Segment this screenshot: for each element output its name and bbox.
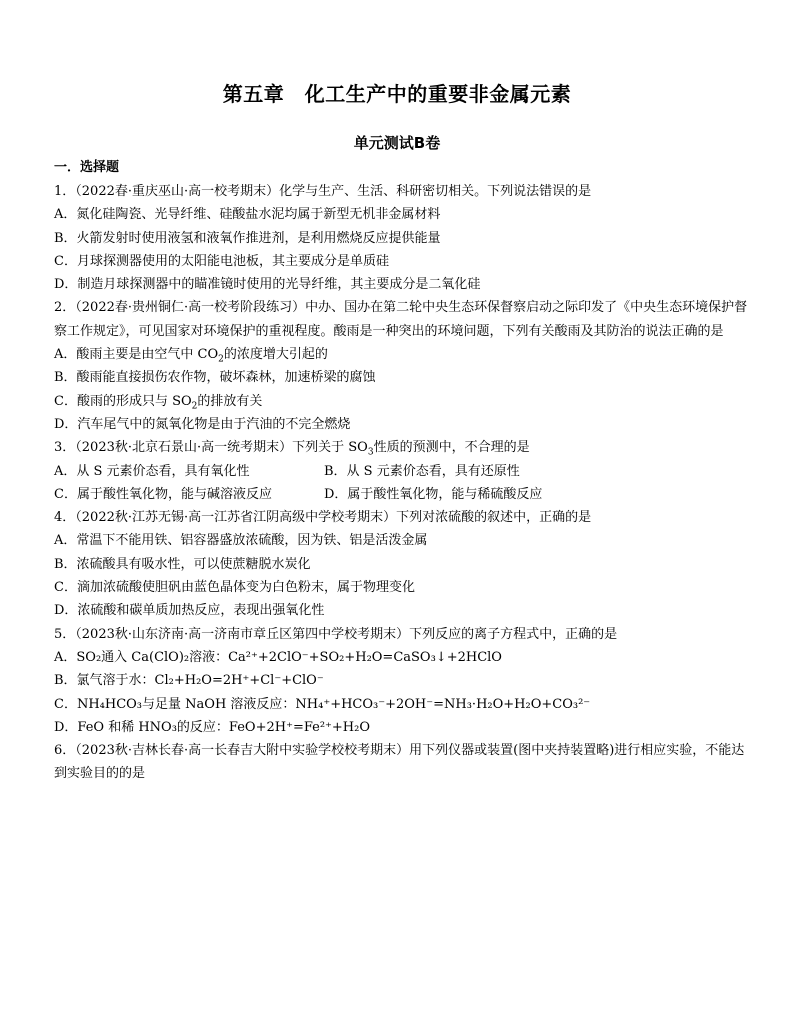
- q2-c-text1: C．酸雨的形成只与 SO: [54, 393, 192, 409]
- q2-c-sub: 2: [191, 401, 198, 412]
- q3-stem-text2: 性质的预测中，不合理的是: [373, 440, 530, 456]
- question-5-stem: 5．（2023秋·山东济南·高一济南市章丘区第四中学校考期末）下列反应的离子方程式中，正确的是: [54, 626, 618, 642]
- question-1-option-d: D．制造月球探测器中的瞄准镜时使用的光导纤维，其主要成分是二氧化硅: [54, 277, 481, 293]
- question-3-options-row-1: [54, 460, 754, 483]
- question-3-stem: [54, 436, 754, 459]
- question-2-option-c: [54, 390, 754, 413]
- question-2-option-b: B．酸雨能直接损伤农作物，破坏森林，加速桥梁的腐蚀: [54, 370, 376, 386]
- question-4-option-a: A．常温下不能用铁、铝容器盛放浓硫酸，因为铁、铝是活泼金属: [54, 533, 428, 549]
- question-3-option-d: D．属于酸性氧化物，能与稀硫酸反应: [324, 486, 543, 502]
- question-3-option-b: B．从 S 元素价态看，具有还原性: [324, 463, 520, 479]
- question-1-option-c: C．月球探测器使用的太阳能电池板，其主要成分是单质硅: [54, 253, 389, 269]
- q2-c-text2: 的排放有关: [197, 393, 263, 409]
- q2-a-sub: 2: [218, 354, 224, 365]
- question-4-option-b: B．浓硫酸具有吸水性，可以使蔗糖脱水炭化: [54, 556, 311, 572]
- question-5-option-c: C．NH₄HCO₃与足量 NaOH 溶液反应：NH₄⁺+HCO₃⁻+2OH⁻=NH₃·H₂O+H₂O+CO₃²⁻: [54, 696, 591, 712]
- question-3-options-row-2: [54, 483, 754, 506]
- question-5-option-a: A．SO₂通入 Ca(ClO)₂溶液：Ca²⁺+2ClO⁻+SO₂+H₂O=CaSO₃↓+2HClO: [54, 649, 502, 665]
- question-4-option-c: C．滴加浓硫酸使胆矾由蓝色晶体变为白色粉末，属于物理变化: [54, 580, 415, 596]
- test-subtitle: 单元测试B卷: [353, 134, 441, 152]
- question-1-option-a: A．氮化硅陶瓷、光导纤维、硅酸盐水泥均属于新型无机非金属材料: [54, 207, 441, 223]
- question-5-option-b: B．氯气溶于水：Cl₂+H₂O=2H⁺+Cl⁻+ClO⁻: [54, 673, 324, 689]
- question-2-option-d: D．汽车尾气中的氮氧化物是由于汽油的不完全燃烧: [54, 416, 351, 432]
- question-6-stem: 6．（2023秋·吉林长春·高一长春吉大附中实验学校校考期末）用下列仪器或装置(图中夹持装置略)进行相应实验，不能达到实验目的的是: [54, 743, 745, 782]
- q3-stem-sub: 3: [367, 447, 374, 458]
- question-2-stem: 2．（2022春·贵州铜仁·高一校考阶段练习）中办、国办在第二轮中央生态环保督察启动之际印发了《中央生态环境保护督察工作规定》，可见国家对环境保护的重视程度。酸雨是一种突出的环境问题，下列有关酸雨及其防治的说法正确的是: [54, 300, 748, 339]
- q2-a-text2: 的浓度增大引起的: [223, 347, 328, 363]
- questions: [54, 180, 754, 786]
- question-3-option-a: A．从 S 元素价态看，具有氧化性: [54, 463, 250, 479]
- question-4-option-d: D．浓硫酸和碳单质加热反应，表现出强氧化性: [54, 603, 325, 619]
- question-1-stem: 1．（2022春·重庆巫山·高一校考期末）化学与生产、生活、科研密切相关。下列说法错误的是: [54, 184, 592, 199]
- question-3-option-c: C．属于酸性氧化物，能与碱溶液反应: [54, 486, 272, 502]
- question-5-option-d: D．FeO 和稀 HNO₃的反应：FeO+2H⁺=Fe²⁺+H₂O: [54, 719, 371, 735]
- section-heading: 一．选择题: [54, 160, 120, 175]
- q3-stem-text1: 3．（2023秋·北京石景山·高一统考期末）下列关于 SO: [54, 440, 368, 456]
- question-4-stem: 4．（2022秋·江苏无锡·高一江苏省江阴高级中学校考期末）下列对浓硫酸的叙述中，正确的是: [54, 510, 592, 526]
- chapter-title: 第五章 化工生产中的重要非金属元素: [222, 82, 572, 106]
- question-2-option-a: [54, 343, 754, 366]
- question-1-option-b: B．火箭发射时使用液氢和液氧作推进剂，是利用燃烧反应提供能量: [54, 230, 441, 246]
- q2-a-text1: A．酸雨主要是由空气中 CO: [54, 347, 219, 363]
